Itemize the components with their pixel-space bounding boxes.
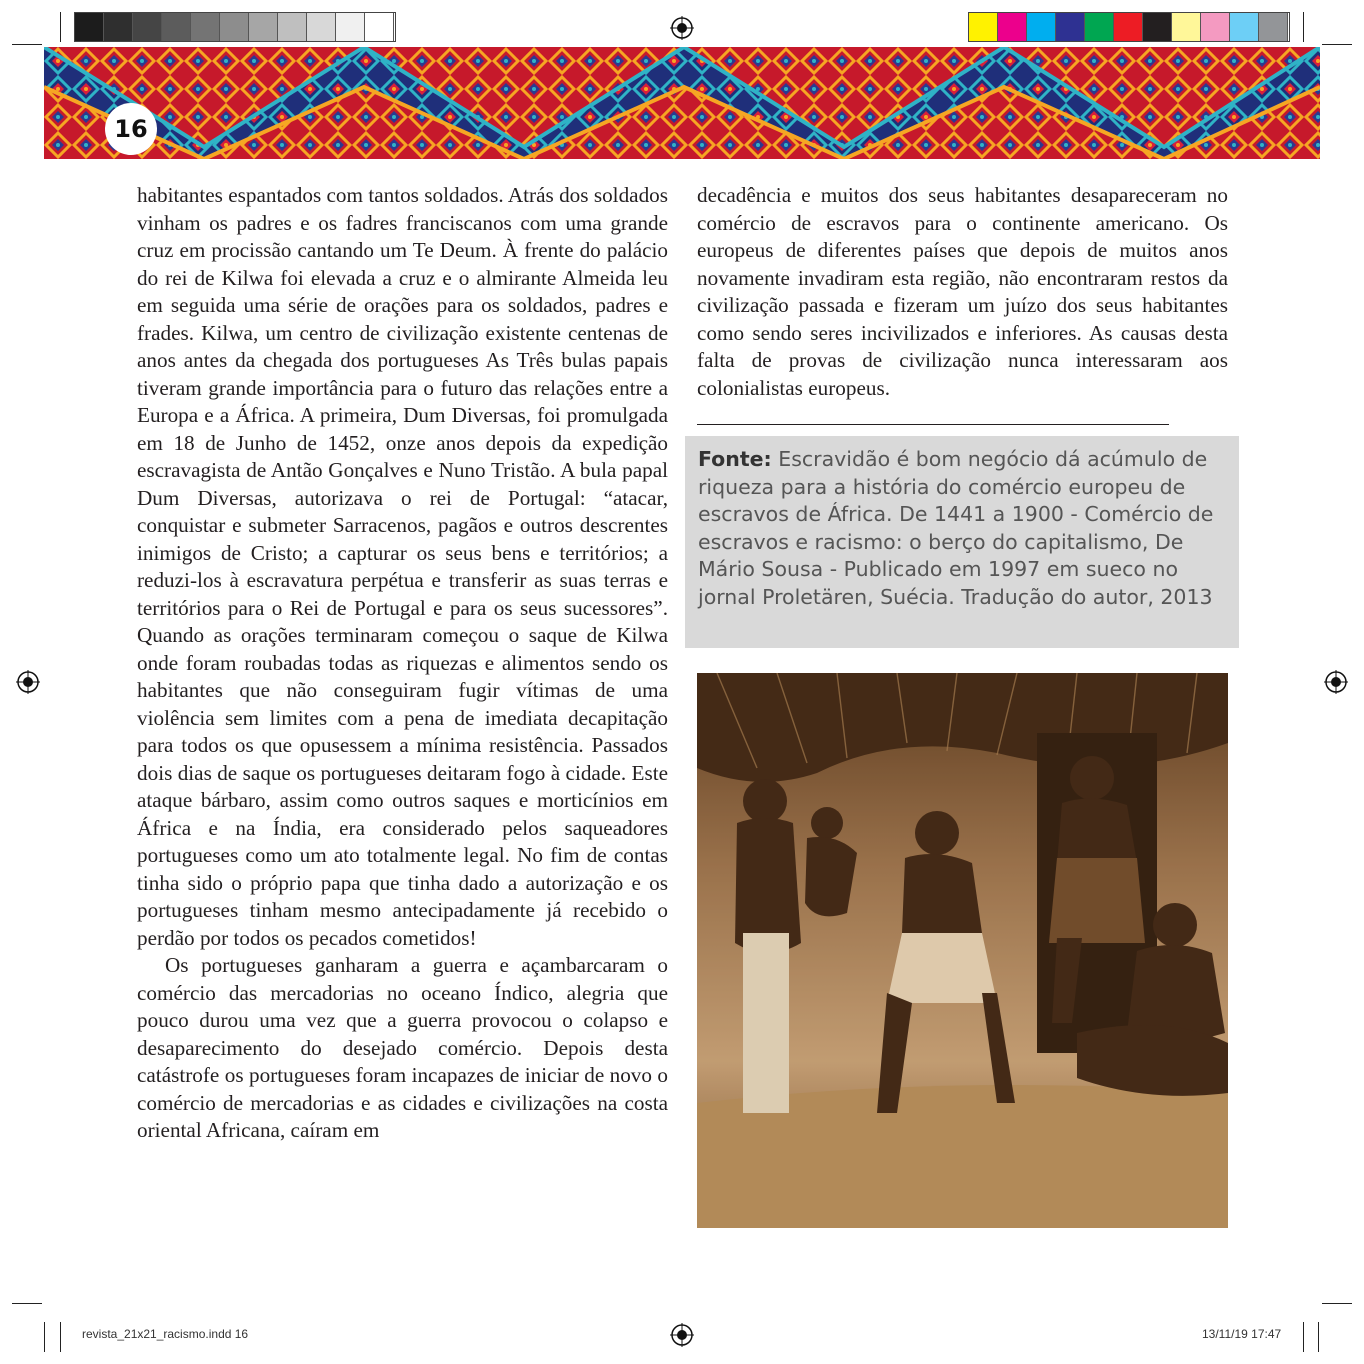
color-swatch: [133, 13, 162, 41]
grayscale-calibration-bar: [74, 12, 396, 42]
color-swatch: [969, 13, 998, 41]
color-swatch: [365, 13, 394, 41]
color-swatch: [278, 13, 307, 41]
registration-mark-icon: [1324, 670, 1348, 694]
color-swatch: [336, 13, 365, 41]
source-box: [685, 436, 1239, 648]
color-swatch: [307, 13, 336, 41]
color-swatch: [1085, 13, 1114, 41]
crop-mark: [1318, 1322, 1319, 1352]
color-calibration-bar: [968, 12, 1290, 42]
crop-mark: [60, 12, 61, 42]
crop-mark: [1322, 1303, 1352, 1304]
color-swatch: [1201, 13, 1230, 41]
historical-illustration: [697, 673, 1228, 1228]
crop-mark: [44, 1322, 45, 1352]
registration-mark-icon: [670, 1323, 694, 1347]
body-paragraph: decadência e muitos dos seus habitantes desapareceram no comércio de escravos para o continente americano. Os europeus de diferentes países que depois de muitos anos novamente invadiram esta região, não encontraram restos da civilização passada e fizeram um juízo dos seus habitantes como sendo seres incivilizados e inferiores. As causas desta falta de provas de civilização nunca interessaram aos colonialistas europeus.: [697, 183, 1228, 400]
color-swatch: [1259, 13, 1288, 41]
color-swatch: [162, 13, 191, 41]
color-swatch: [191, 13, 220, 41]
color-swatch: [998, 13, 1027, 41]
crop-mark: [1303, 1322, 1304, 1352]
right-text-column: [697, 182, 1228, 402]
footer-filename: revista_21x21_racismo.indd 16: [82, 1327, 249, 1341]
crop-mark: [12, 1303, 42, 1304]
crop-mark: [60, 1322, 61, 1352]
crop-mark: [12, 44, 42, 45]
footer-timestamp: 13/11/19 17:47: [1202, 1327, 1282, 1341]
color-swatch: [1027, 13, 1056, 41]
color-swatch: [249, 13, 278, 41]
crop-mark: [1303, 12, 1304, 42]
registration-mark-icon: [16, 670, 40, 694]
color-swatch: [75, 13, 104, 41]
body-paragraph: habitantes espantados com tantos soldados. Atrás dos soldados vinham os padres e os fadres franciscanos com uma grande cruz em procissão cantando um Te Deum. À frente do palácio do rei de Kilwa foi elevada a cruz e o almirante Almeida leu em seguida uma série de orações para os soldados, padres e frades. Kilwa, um centro de civilização existente centenas de anos antes da chegada dos portugueses As Três bulas papais tiveram grande importância para o futuro das relações entre a Europa e a África. A primeira, Dum Diversas, foi promulgada em 18 de Junho de 1452, onze anos depois da expedição escravagista de Antão Gonçalves e Nuno Tristão. A bula papal Dum Diversas, autorizava o rei de Portugal: “atacar, conquistar e submeter Sarracenos, pagãos e outros descrentes inimigos de Cristo; a capturar os seus bens e territórios; a reduzi-los à escravatura perpétua e transferir as suas terras e territórios para o Rei de Portugal e para os seus sucessores”. Quando as orações terminaram começou o saque de Kilwa onde foram roubadas todas as riquezas e alimentos sendo os habitantes que não conseguiram fugir vítimas de uma violência sem limites com a pena de imediata decapitação para todos os que opusessem a mínima resistência. Passados dois dias de saque os portugueses deitaram fogo à cidade. Este ataque bárbaro, assim como outros saques e morticínios em África e na Índia, era considerado pelos saqueadores portugueses como um ato totalmente legal. No fim de contas tinha sido o próprio papa que tinha dado a autorização e os portugueses tinham mesmo antecipadamente já recebido o perdão por todos os pecados cometidos!: [137, 183, 668, 950]
color-swatch: [1172, 13, 1201, 41]
body-paragraph: Os portugueses ganharam a guerra e açambarcaram o comércio das mercadorias no oceano Índico, alegria que pouco durou uma vez que a guerra provocou o colapso e desaparecimento do desejado comércio. Depois desta catástrofe os portugueses foram incapazes de iniciar de novo o comércio de mercadorias e as cidades e civilizações na costa oriental Africana, caíram em: [137, 953, 668, 1142]
footnote-rule: [697, 424, 1169, 425]
crop-mark: [1322, 44, 1352, 45]
registration-mark-icon: [670, 16, 694, 40]
source-text: Escravidão é bom negócio dá acúmulo de riqueza para a história do comércio europeu de escravos de África. De 1441 a 1900 - Comércio de escravos e racismo: o berço do capitalismo, De Mário Sousa - Publicado em 1997 em sueco no jornal Proletären, Suécia. Tradução do autor, 2013: [698, 447, 1214, 609]
color-swatch: [1230, 13, 1259, 41]
african-pattern-banner: [44, 47, 1320, 159]
color-swatch: [104, 13, 133, 41]
color-swatch: [220, 13, 249, 41]
left-text-column: [137, 182, 668, 1145]
color-swatch: [1143, 13, 1172, 41]
page-number: 16: [105, 103, 157, 155]
source-label: Fonte:: [698, 447, 772, 471]
color-swatch: [1114, 13, 1143, 41]
color-swatch: [1056, 13, 1085, 41]
